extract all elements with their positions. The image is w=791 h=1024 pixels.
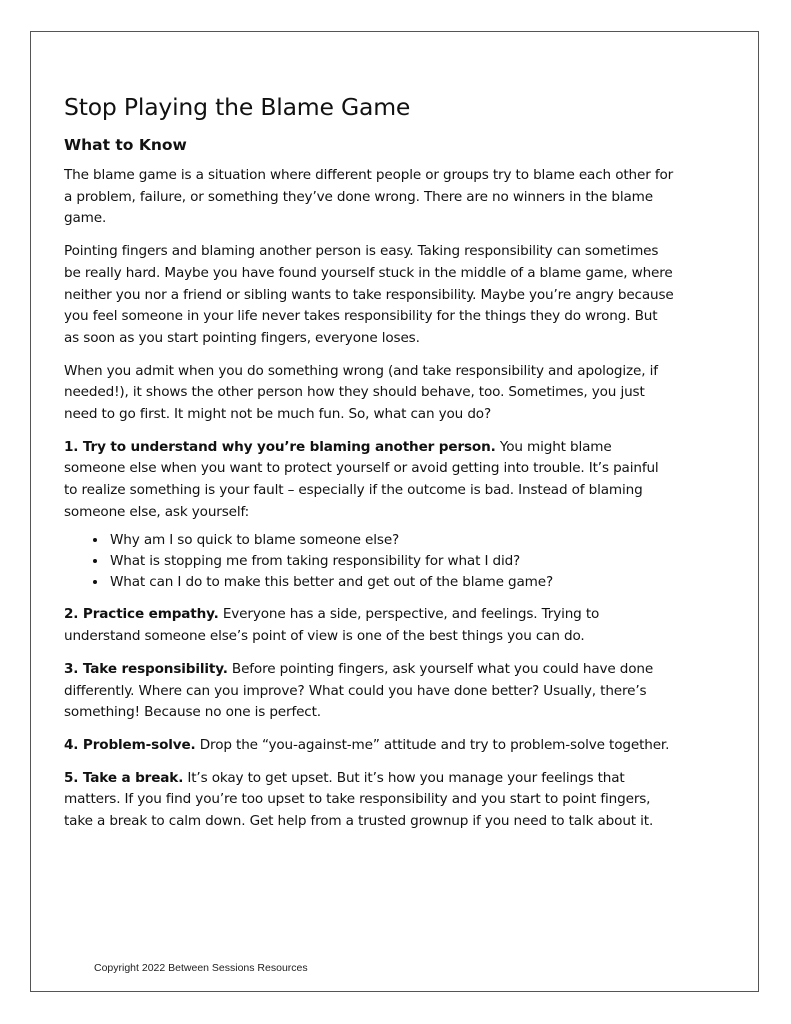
tip-5-heading: 5. Take a break.: [64, 769, 184, 786]
tip-4-heading: 4. Problem-solve.: [64, 736, 196, 753]
question-item: • What can I do to make this better and get out of the blame game?: [108, 572, 676, 593]
tip-4-text: Drop the “you-against-me” attitude and try to problem-solve together.: [195, 736, 670, 753]
tip-4: [64, 735, 676, 757]
document-body: [64, 67, 676, 833]
question-list: [64, 530, 676, 594]
section-heading: What to Know: [64, 136, 187, 154]
tip-5-text: It’s okay to get upset. But it’s how you manage your feelings that matters. If you find you’re too upset to take responsibility and you start to point fingers, take a break to calm down. Get help from a trusted grownup if you need to talk about it.: [64, 769, 654, 830]
tip-1-heading: 1. Try to understand why you’re blaming another person.: [64, 438, 496, 455]
intro-paragraph-1: The blame game is a situation where different people or groups try to blame each other for a problem, failure, or something they’ve done wrong. There are no winners in the blame game.: [64, 167, 674, 227]
tip-2-heading: 2. Practice empathy.: [64, 606, 219, 623]
tip-3-text: Before pointing fingers, ask yourself what you could have done differently. Where can you improve? What could you have done better? Usually, there’s something! Because no one is perfect.: [64, 660, 654, 721]
question-item: • Why am I so quick to blame someone else?: [108, 530, 676, 551]
intro-paragraph-3: When you admit when you do something wrong (and take responsibility and apologize, if needed!), it shows the other person how they should behave, too. Sometimes, you just need to go first. It might not be much fun. So, what can you do?: [64, 362, 658, 423]
document-title: Stop Playing the Blame Game: [64, 93, 411, 121]
tip-2-text: Everyone has a side, perspective, and feelings. Trying to understand someone else’s point of view is one of the best things you can do.: [64, 606, 600, 645]
tip-1: [64, 437, 676, 524]
copyright-footer: Copyright 2022 Between Sessions Resources: [94, 962, 308, 974]
intro-paragraph-2: Pointing fingers and blaming another person is easy. Taking responsibility can sometimes be really hard. Maybe you have found yourself stuck in the middle of a blame game, where neither you nor a friend or sibling wants to take responsibility. Maybe you’re angry because you feel someone in your life never takes responsibility for the things they do wrong. But as soon as you start pointing fingers, everyone loses.: [64, 243, 674, 346]
tip-3: [64, 659, 676, 724]
tip-3-heading: 3. Take responsibility.: [64, 660, 228, 677]
tip-5: [64, 768, 676, 833]
question-item: • What is stopping me from taking responsibility for what I did?: [108, 551, 676, 572]
tip-1-text: You might blame someone else when you want to protect yourself or avoid getting into trouble. It’s painful to realize something is your fault – especially if the outcome is bad. Instead of blaming someone else, ask yourself:: [64, 438, 659, 520]
tip-2: [64, 604, 676, 647]
